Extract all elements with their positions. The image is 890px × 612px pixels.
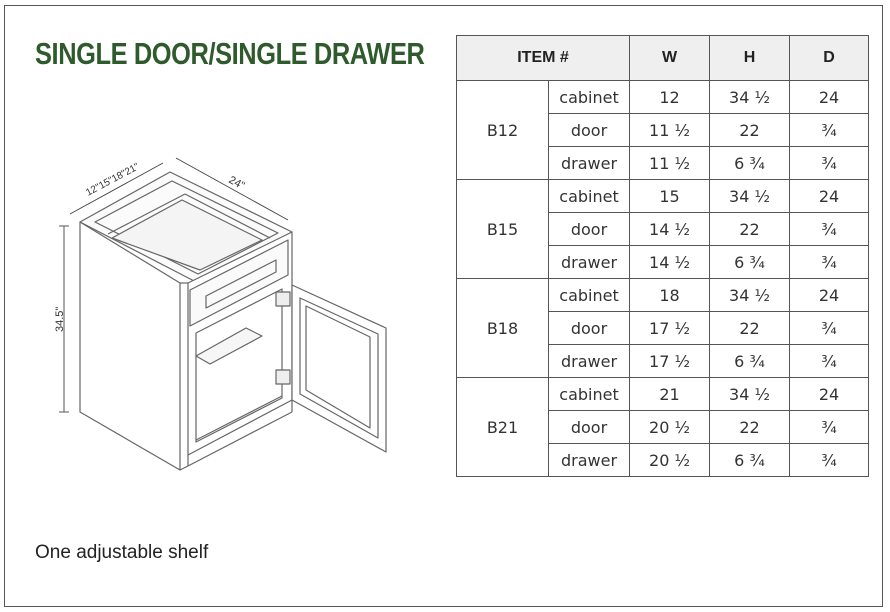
page-title: SINGLE DOOR/SINGLE DRAWER <box>35 36 425 71</box>
part-name: drawer <box>549 147 630 180</box>
height-value: 34 ½ <box>710 180 790 213</box>
height-value: 34 ½ <box>710 279 790 312</box>
width-value: 20 ½ <box>630 411 710 444</box>
depth-value: 24 <box>790 81 869 114</box>
depth-value: ¾ <box>790 312 869 345</box>
header-width: W <box>630 36 710 81</box>
hinge-icon <box>276 370 290 384</box>
width-value: 14 ½ <box>630 246 710 279</box>
part-name: cabinet <box>549 378 630 411</box>
width-value: 17 ½ <box>630 345 710 378</box>
width-value: 11 ½ <box>630 147 710 180</box>
depth-value: ¾ <box>790 213 869 246</box>
dimensions-table <box>456 35 869 477</box>
table-row <box>457 81 869 114</box>
hinge-icon <box>276 292 290 306</box>
width-value: 21 <box>630 378 710 411</box>
height-value: 22 <box>710 312 790 345</box>
part-name: drawer <box>549 444 630 477</box>
width-value: 11 ½ <box>630 114 710 147</box>
part-name: cabinet <box>549 81 630 114</box>
table-row <box>457 279 869 312</box>
item-code: B21 <box>457 378 549 477</box>
item-code: B12 <box>457 81 549 180</box>
height-value: 6 ¾ <box>710 246 790 279</box>
width-value: 20 ½ <box>630 444 710 477</box>
cabinet-illustration <box>45 150 405 480</box>
depth-dimension-label: 24" <box>226 174 247 193</box>
width-value: 14 ½ <box>630 213 710 246</box>
part-name: door <box>549 213 630 246</box>
part-name: drawer <box>549 345 630 378</box>
width-value: 15 <box>630 180 710 213</box>
height-value: 6 ¾ <box>710 345 790 378</box>
depth-value: ¾ <box>790 114 869 147</box>
part-name: door <box>549 411 630 444</box>
depth-value: ¾ <box>790 345 869 378</box>
part-name: cabinet <box>549 279 630 312</box>
depth-value: 24 <box>790 378 869 411</box>
part-name: drawer <box>549 246 630 279</box>
depth-value: 24 <box>790 180 869 213</box>
table-row <box>457 378 869 411</box>
header-depth: D <box>790 36 869 81</box>
height-value: 22 <box>710 213 790 246</box>
depth-value: ¾ <box>790 444 869 477</box>
height-value: 22 <box>710 411 790 444</box>
header-item: ITEM # <box>457 36 630 81</box>
part-name: cabinet <box>549 180 630 213</box>
part-name: door <box>549 114 630 147</box>
height-value: 6 ¾ <box>710 147 790 180</box>
item-code: B15 <box>457 180 549 279</box>
width-value: 18 <box>630 279 710 312</box>
shelf-note: One adjustable shelf <box>35 542 209 563</box>
width-value: 17 ½ <box>630 312 710 345</box>
height-value: 22 <box>710 114 790 147</box>
height-dimension-label: 34.5" <box>54 306 66 332</box>
table-header-row <box>457 36 869 81</box>
depth-value: ¾ <box>790 246 869 279</box>
width-dimension-label: 12"15"18"21" <box>84 161 142 199</box>
depth-value: ¾ <box>790 411 869 444</box>
part-name: door <box>549 312 630 345</box>
height-value: 34 ½ <box>710 81 790 114</box>
height-value: 6 ¾ <box>710 444 790 477</box>
depth-value: 24 <box>790 279 869 312</box>
item-code: B18 <box>457 279 549 378</box>
header-height: H <box>710 36 790 81</box>
depth-value: ¾ <box>790 147 869 180</box>
width-value: 12 <box>630 81 710 114</box>
table-row <box>457 180 869 213</box>
height-value: 34 ½ <box>710 378 790 411</box>
